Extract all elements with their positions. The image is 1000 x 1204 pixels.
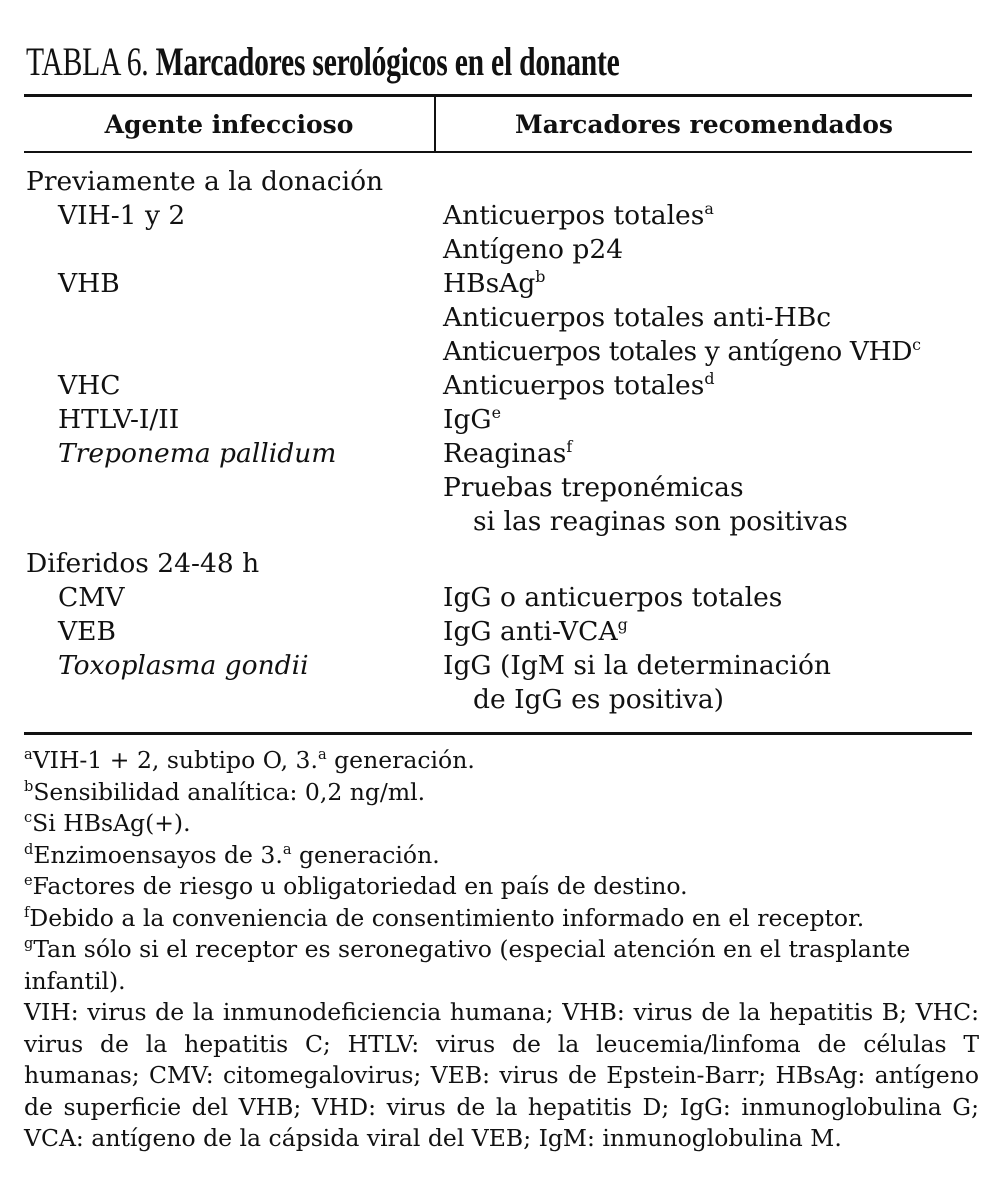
footnote-text: Si HBsAg(+). — [32, 809, 191, 837]
footnote-ref: b — [535, 267, 546, 287]
footnote — [24, 808, 979, 840]
header-agent: Agente infeccioso — [104, 110, 354, 139]
marker-cell — [443, 471, 744, 505]
section-label: Previamente a la donación — [26, 166, 384, 197]
table-body — [26, 165, 976, 717]
table-row — [26, 335, 976, 369]
footnote-text: Tan sólo si el receptor es seronegativo (especial atención en el trasplante infantil). — [24, 935, 911, 995]
footnote — [24, 745, 979, 777]
agent-cell: Toxoplasma gondii — [58, 650, 309, 681]
footnote-text: Debido a la conveniencia de consentimiento informado en el receptor. — [29, 903, 865, 932]
table-row — [26, 199, 976, 233]
marker-text: Reaginas — [443, 438, 567, 469]
table-row — [26, 581, 976, 615]
footnote-text-end: generación. — [326, 746, 475, 774]
footnote-mark: a — [24, 746, 33, 764]
agent-cell: HTLV-I/II — [58, 404, 180, 435]
footnote-mark: g — [24, 935, 34, 953]
marker-cell — [443, 267, 545, 301]
top-rule — [24, 94, 972, 97]
footnote — [24, 934, 979, 997]
header-markers: Marcadores recomendados — [515, 110, 893, 139]
table-row — [26, 267, 976, 301]
footnote-mark: d — [24, 840, 34, 858]
marker-text: Anticuerpos totales anti-HBc — [443, 302, 832, 333]
table-number: TABLA 6. — [26, 39, 149, 84]
table-row — [26, 403, 976, 437]
marker-text: Anticuerpos totales — [443, 370, 705, 401]
table-row — [26, 301, 976, 335]
marker-text: Antígeno p24 — [443, 234, 624, 265]
table-row — [26, 471, 976, 505]
agent-cell: Treponema pallidum — [58, 438, 337, 469]
agent-cell: VHB — [58, 268, 120, 299]
marker-text: IgG (IgM si la determinación — [443, 650, 832, 681]
footnote-text-end: generación. — [291, 840, 440, 869]
marker-text: IgG — [443, 404, 492, 435]
footnote-mark: c — [24, 809, 33, 827]
marker-text: de IgG es positiva) — [473, 684, 725, 715]
footnote-ref: d — [704, 369, 715, 389]
agent-cell: VEB — [58, 616, 116, 647]
footnote-ref: e — [491, 403, 502, 423]
table-row — [26, 649, 976, 683]
ordinal-mark: a — [317, 746, 327, 764]
table-row — [26, 683, 976, 717]
marker-cell — [443, 301, 831, 335]
ordinal-mark: a — [282, 840, 292, 858]
footnote-mark: f — [24, 903, 30, 921]
marker-text: IgG anti-VCA — [443, 616, 618, 647]
agent-cell: VIH-1 y 2 — [58, 200, 186, 231]
table-row — [26, 369, 976, 403]
marker-cell — [443, 403, 501, 437]
footnote-mark: b — [24, 777, 34, 795]
footnote-ref: f — [566, 437, 573, 457]
footnote-mark: e — [24, 872, 33, 890]
table-notes — [24, 745, 979, 1155]
header-rule — [24, 151, 972, 153]
marker-text: Pruebas treponémicas — [443, 472, 744, 503]
footnote-text: Sensibilidad analítica: 0,2 ng/ml. — [33, 777, 426, 806]
marker-cell — [473, 505, 848, 539]
footnote — [24, 777, 979, 809]
marker-cell — [443, 369, 715, 403]
table-row — [26, 233, 976, 267]
footnote — [24, 840, 979, 872]
marker-cell — [443, 199, 714, 233]
footnote-ref: g — [617, 615, 628, 635]
table-title — [26, 38, 620, 86]
agent-cell: VHC — [58, 370, 121, 401]
footnote-text: Enzimoensayos de 3. — [33, 840, 283, 869]
marker-text: Anticuerpos totales y antígeno VHD — [443, 336, 913, 367]
agent-cell: CMV — [58, 582, 125, 613]
marker-cell — [443, 615, 628, 649]
table-row — [26, 615, 976, 649]
table-row — [26, 505, 976, 539]
marker-cell — [443, 437, 572, 471]
section-gap — [26, 539, 976, 547]
section-label-row — [26, 547, 976, 581]
section-label: Diferidos 24-48 h — [26, 548, 260, 579]
footnote — [24, 903, 979, 935]
section-label-row — [26, 165, 976, 199]
table-title-text: Marcadores serológicos en el donante — [155, 39, 620, 84]
table-row — [26, 437, 976, 471]
marker-cell — [443, 335, 921, 369]
marker-text: IgG o anticuerpos totales — [443, 582, 783, 613]
footnote-text: Factores de riesgo u obligatoriedad en país de destino. — [32, 872, 688, 900]
marker-cell — [443, 233, 623, 267]
footnote — [24, 871, 979, 903]
footnote-ref: a — [704, 199, 714, 219]
marker-text: Anticuerpos totales — [443, 200, 705, 231]
footnote-text: VIH-1 + 2, subtipo O, 3. — [32, 746, 318, 774]
marker-text: HBsAg — [443, 268, 536, 299]
footnote-ref: c — [912, 335, 921, 355]
marker-cell — [443, 581, 782, 615]
abbreviations: VIH: virus de la inmunodeficiencia humana; VHB: virus de la hepatitis B; VHC: virus de la hepatitis C; HTLV: virus de la leucemia/linfoma de células T humanas; CMV: citomegalovirus; VEB: virus de Epstein-Barr; HBsAg: antígeno de superficie del VHB; VHD: virus de la hepatitis D; IgG: inmunoglobulina G; VCA: antígeno de la cápsida viral del VEB; IgM: inmunoglobulina M. — [24, 998, 979, 1152]
marker-cell — [443, 649, 831, 683]
marker-text: si las reaginas son positivas — [473, 506, 848, 537]
bottom-rule — [24, 732, 972, 735]
footnotes — [24, 745, 979, 997]
marker-cell — [473, 683, 724, 717]
